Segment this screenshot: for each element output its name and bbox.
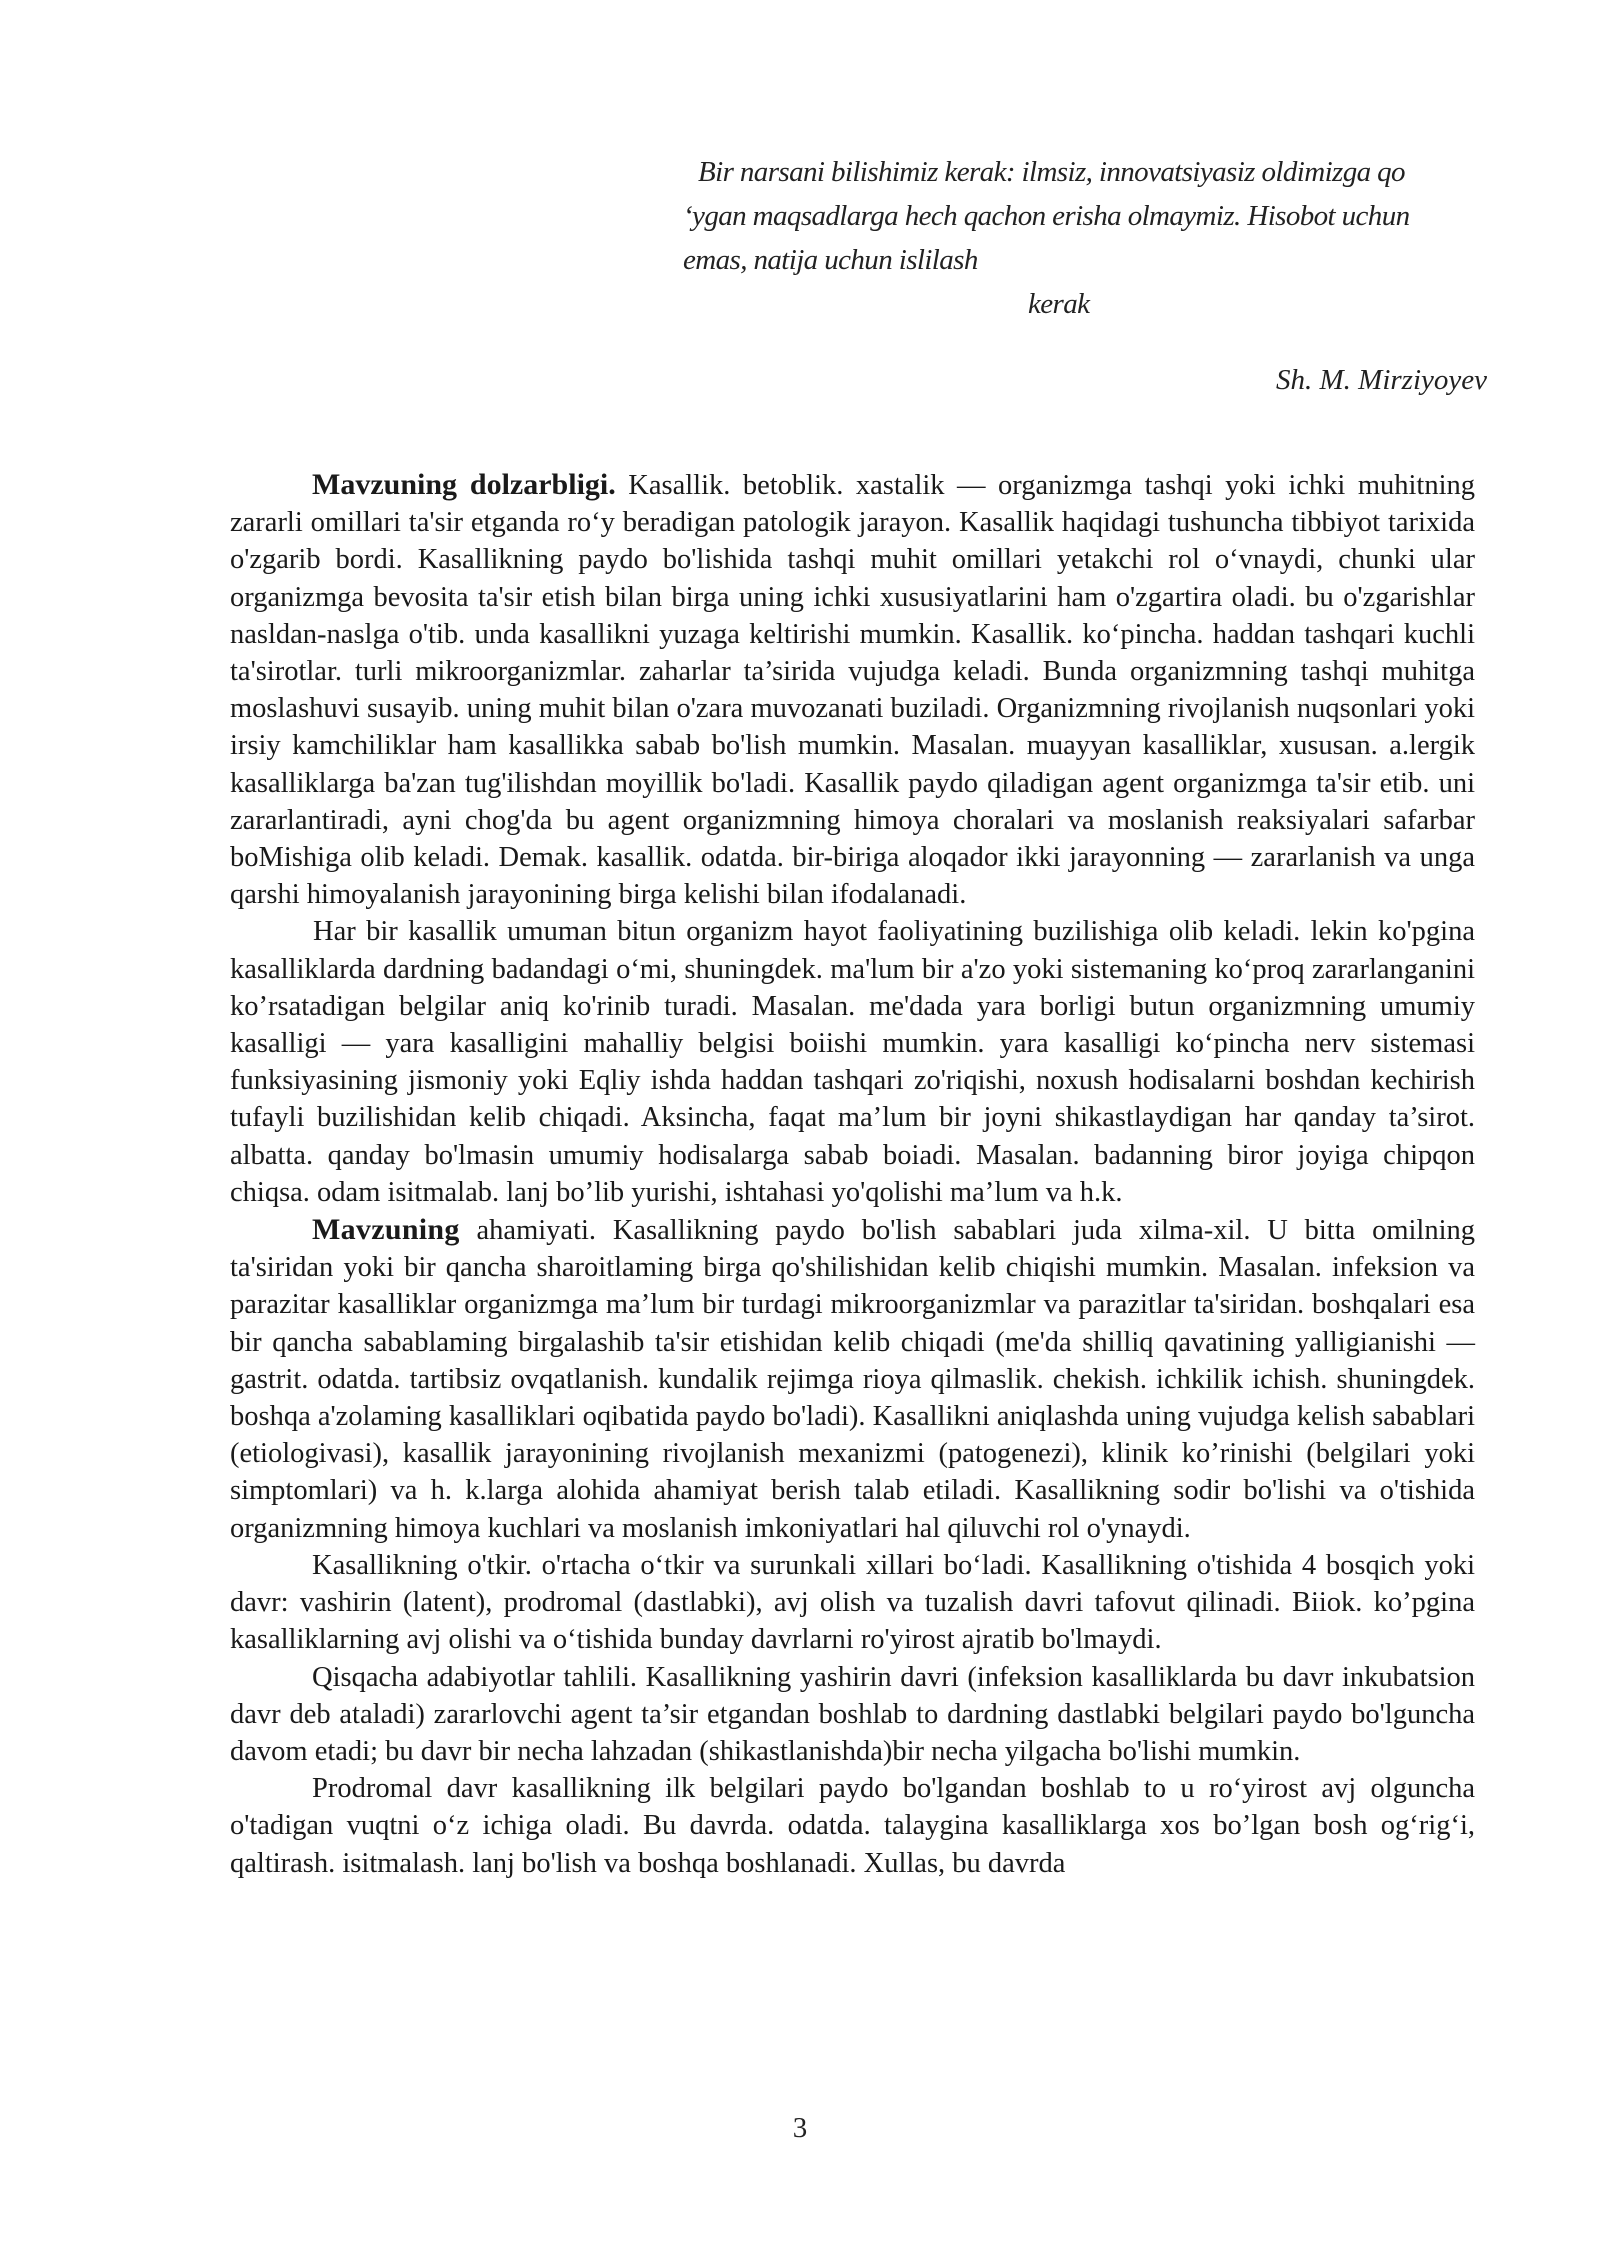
page-number: 3 bbox=[792, 2112, 808, 2144]
paragraph-relevance bbox=[230, 466, 1475, 913]
paragraph-4: Kasallikning o'tkir. o'rtacha o‘tkir va surunkali xillari bo‘ladi. Kasallikning o'tishida 4 bosqich yoki davr: vashirin (latent), prodromal (dastlabki), avj olish va tuzalish davri tafovut qilinadi. Biiok. ko’pgina kasalliklarning avj olishi va o‘tishida bunday davrlarni ro'yirost ajratib bo'lmaydi. bbox=[230, 1549, 1475, 1656]
section-heading-importance: Mavzuning bbox=[312, 1213, 460, 1247]
paragraph-relevance-text: Kasallik. betoblik. xastalik — organizmga tashqi yoki ichki muhitning zararli omillari ta'sir etganda ro‘y beradigan patologik jarayon. Kasallik haqidagi tushuncha tibbiyot tarixida o'zgarib bordi. Kasallikning paydo bo'lishida tashqi muhit omillari yetakchi rol o‘vnaydi, chunki ular organizmga bevosita ta'sir etish bilan birga uning ichki xususiyatlarini ham o'zgartira oladi. bu o'zgarishlar nasldan-naslga o'tib. unda kasallikni yuzaga keltirishi mumkin. Kasallik. ko‘pincha. haddan tashqari kuchli ta'sirotlar. turli mikroorganizmlar. zaharlar ta’sirida vujudga keladi. Bunda organizmning tashqi muhitga moslashuvi susayib. uning muhit bilan o'zara muvozanati buziladi. Organizmning rivojlanish nuqsonlari yoki irsiy kamchiliklar ham kasallikka sabab bo'lish mumkin. Masalan. muayyan kasalliklar, xususan. a.lergik kasalliklarga ba'zan tug'ilishdan moyillik bo'ladi. Kasallik paydo qiladigan agent organizmga ta'sir etib. uni zararlantiradi, ayni chog'da bu agent organizmning himoya choralari va moslanish reaksiyalari safarbar boMishiga olib keladi. Demak. kasallik. odatda. bir-biriga aloqador ikki jarayonning — zararlanish va unga qarshi himoyalanish jarayonining birga kelishi bilan ifodalanadi. bbox=[230, 470, 1475, 911]
epigraph-line-4: kerak bbox=[1028, 288, 1090, 320]
paragraph-importance-text: ahamiyati. Kasallikning paydo bo'lish sabablari juda xilma-xil. U bitta omilning ta'siridan yoki bir qancha sharoitlaming birga qo'shilishidan kelib chiqishi mumkin. Masalan. infeksion va parazitar kasalliklar organizmga ma’lum bir turdagi mikroorganizmlar va parazitlar ta'siridan. boshqalari esa bir qancha sabablaming birgalashib ta'sir etishidan kelib chiqadi (me'da shilliq qavatining yalligianishi — gastrit. odatda. tartibsiz ovqatlanish. kundalik rejimga rioya qilmaslik. chekish. ichkilik ichish. shuningdek. boshqa a'zolaming kasalliklari oqibatida paydo bo'ladi). Kasallikni aniqlashda uning vujudga kelish sabablari (etiologivasi), kasallik jarayonining rivojlanish mexanizmi (patogenezi), klinik ko’rinishi (belgilari yoki simptomlari) va h. k.larga alohida ahamiyat berish talab etiladi. Kasallikning sodir bo'lishi va o'tishida organizmning himoya kuchlari va moslanish imkoniyatlari hal qiluvchi rol o'ynaydi. bbox=[230, 1215, 1475, 1544]
paragraph-6: Prodromal davr kasallikning ilk belgilari paydo bo'lgandan boshlab to u ro‘yirost avj olguncha o'tadigan vuqtni o‘z ichiga oladi. Bu davrda. odatda. talaygina kasalliklarga xos bo’lgan bosh og‘rig‘i, qaltirash. isitmalash. lanj bo'lish va boshqa boshlanadi. Xullas, bu davrda bbox=[230, 1773, 1475, 1879]
paragraph-2: Har bir kasallik umuman bitun organizm hayot faoliyatining buzilishiga olib keladi. lekin ko'pgina kasalliklarda dardning badandagi o‘mi, shuningdek. ma'lum bir a'zo yoki sistemaning ko‘proq zararlanganini ko’rsatadigan belgilar aniq ko'rinib turadi. Masalan. me'dada yara borligi butun organizmning umumiy kasalligi — yara kasalligini mahalliy belgisi boiishi mumkin. yara kasalligi ko‘pincha nerv sistemasi funksiyasining jismoniy yoki Eqliy ishda haddan tashqari zo'riqishi, noxush hodisalarni boshdan kechirish tufayli buzilishidan kelib chiqadi. Aksincha, faqat ma’lum bir joyni shikastlaydigan har qanday ta’sirot. albatta. qanday bo'lmasin umumiy hodisalarga sabab boiadi. Masalan. badanning biror joyiga chipqon chiqsa. odam isitmalab. lanj bo’lib yurishi, ishtahasi yo'qolishi ma’lum va h.k. bbox=[230, 916, 1475, 1208]
epigraph-line-2: ‘ygan maqsadlarga hech qachon erisha olmaymiz. Hisobot uchun bbox=[683, 200, 1410, 232]
epigraph-line-1: Bir narsani bilishimiz kerak: ilmsiz, innovatsiyasiz oldimizga qo bbox=[698, 156, 1405, 188]
epigraph bbox=[683, 150, 1483, 326]
epigraph-line-3: emas, natija uchun islilash bbox=[683, 244, 978, 276]
paragraph-5: Qisqacha adabiyotlar tahlili. Kasallikning yashirin davri (infeksion kasalliklarda bu davr inkubatsion davr deb ataladi) zararlovchi agent ta’sir etgandan boshlab to dardning dastlabki belgilari paydo bo'lguncha davom etadi; bu davr bir necha lahzadan (shikastlanishda)bir necha yilgacha bo'lishi mumkin. bbox=[230, 1661, 1475, 1767]
section-heading-relevance: Mavzuning dolzarbligi. bbox=[312, 468, 616, 501]
epigraph-author: Sh. M. Mirziyoyev bbox=[1276, 364, 1487, 396]
paragraph-importance bbox=[230, 1211, 1475, 1547]
main-text bbox=[230, 466, 1475, 1882]
